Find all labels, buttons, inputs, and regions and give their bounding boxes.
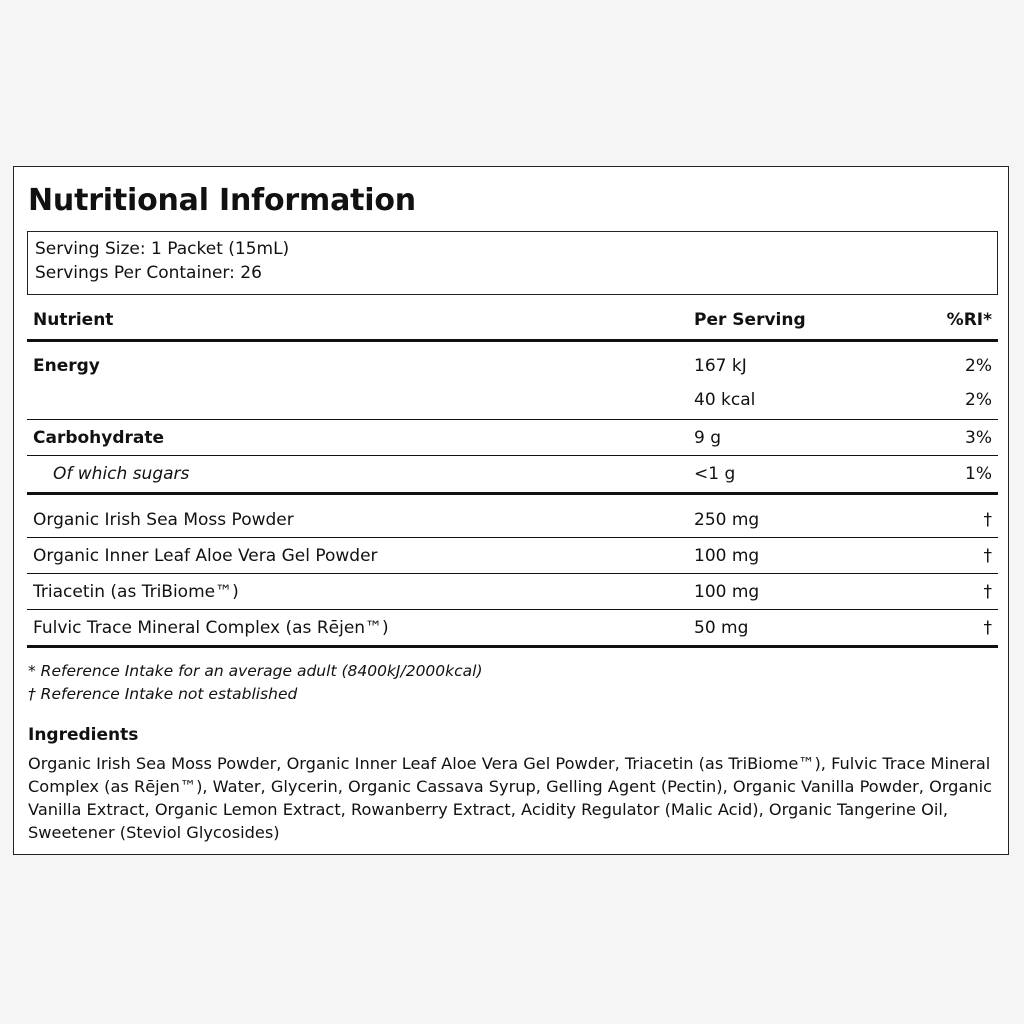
ri-value: † [983,618,992,638]
table-header-row [27,305,998,335]
row-divider [27,537,998,538]
nutrient-name: Organic Irish Sea Moss Powder [33,510,294,530]
footnote-not-established: † Reference Intake not established [28,685,298,703]
serving-size: Serving Size: 1 Packet (15mL) [35,239,290,259]
header-nutrient: Nutrient [33,310,114,330]
ingredients-heading: Ingredients [28,725,139,745]
ri-value: 3% [965,428,992,448]
ri-value: 2% [965,356,992,376]
table-row [27,575,998,609]
table-row [27,503,998,537]
per-serving-value: 50 mg [694,618,749,638]
table-row [27,539,998,573]
ri-value: 1% [965,464,992,484]
nutrient-name: Fulvic Trace Mineral Complex (as Rējen™) [33,618,389,638]
header-divider [27,339,998,342]
header-ri: %RI* [946,310,992,330]
table-row [27,611,998,645]
footnote-reference-intake: * Reference Intake for an average adult (8400kJ/2000kcal) [28,662,483,680]
nutrient-name: Organic Inner Leaf Aloe Vera Gel Powder [33,546,378,566]
nutrient-name: Of which sugars [53,464,190,484]
ri-value: † [983,510,992,530]
section-divider [27,492,998,495]
nutrition-panel [13,166,1009,855]
panel-title: Nutritional Information [28,183,416,218]
table-row-energy-kj [27,351,998,381]
nutrient-name: Triacetin (as TriBiome™) [33,582,239,602]
nutrient-name: Energy [33,356,100,376]
row-divider [27,609,998,610]
per-serving-value: 9 g [694,428,722,448]
ri-value: 2% [965,390,992,410]
per-serving-value: 250 mg [694,510,760,530]
ri-value: † [983,582,992,602]
per-serving-value: 40 kcal [694,390,756,410]
ingredients-text: Organic Irish Sea Moss Powder, Organic Inner Leaf Aloe Vera Gel Powder, Triacetin (as TriBiome™), Fulvic Trace Mineral Complex (as Rējen™), Water, Glycerin, Organic Cassava Syrup, Gelling Agent (Pectin), Organic Vanilla Powder, Organic Vanilla Extract, Organic Lemon Extract, Rowanberry Extract, Acidity Regulator (Malic Acid), Organic Tangerine Oil, Sweetener (Steviol Glycosides) [28,754,993,842]
table-row-energy-kcal [27,385,998,415]
row-divider [27,455,998,456]
nutrition-table [27,295,998,655]
serving-info-box [27,231,998,295]
nutrient-name: Carbohydrate [33,428,165,448]
table-bottom-divider [27,645,998,648]
row-divider [27,573,998,574]
header-per-serving: Per Serving [694,310,806,330]
per-serving-value: 167 kJ [694,356,747,376]
per-serving-value: 100 mg [694,546,760,566]
table-row-sugars [27,457,998,491]
table-row-carbohydrate [27,421,998,455]
servings-per-container: Servings Per Container: 26 [35,263,262,283]
per-serving-value: <1 g [694,464,736,484]
row-divider [27,419,998,420]
per-serving-value: 100 mg [694,582,760,602]
ri-value: † [983,546,992,566]
